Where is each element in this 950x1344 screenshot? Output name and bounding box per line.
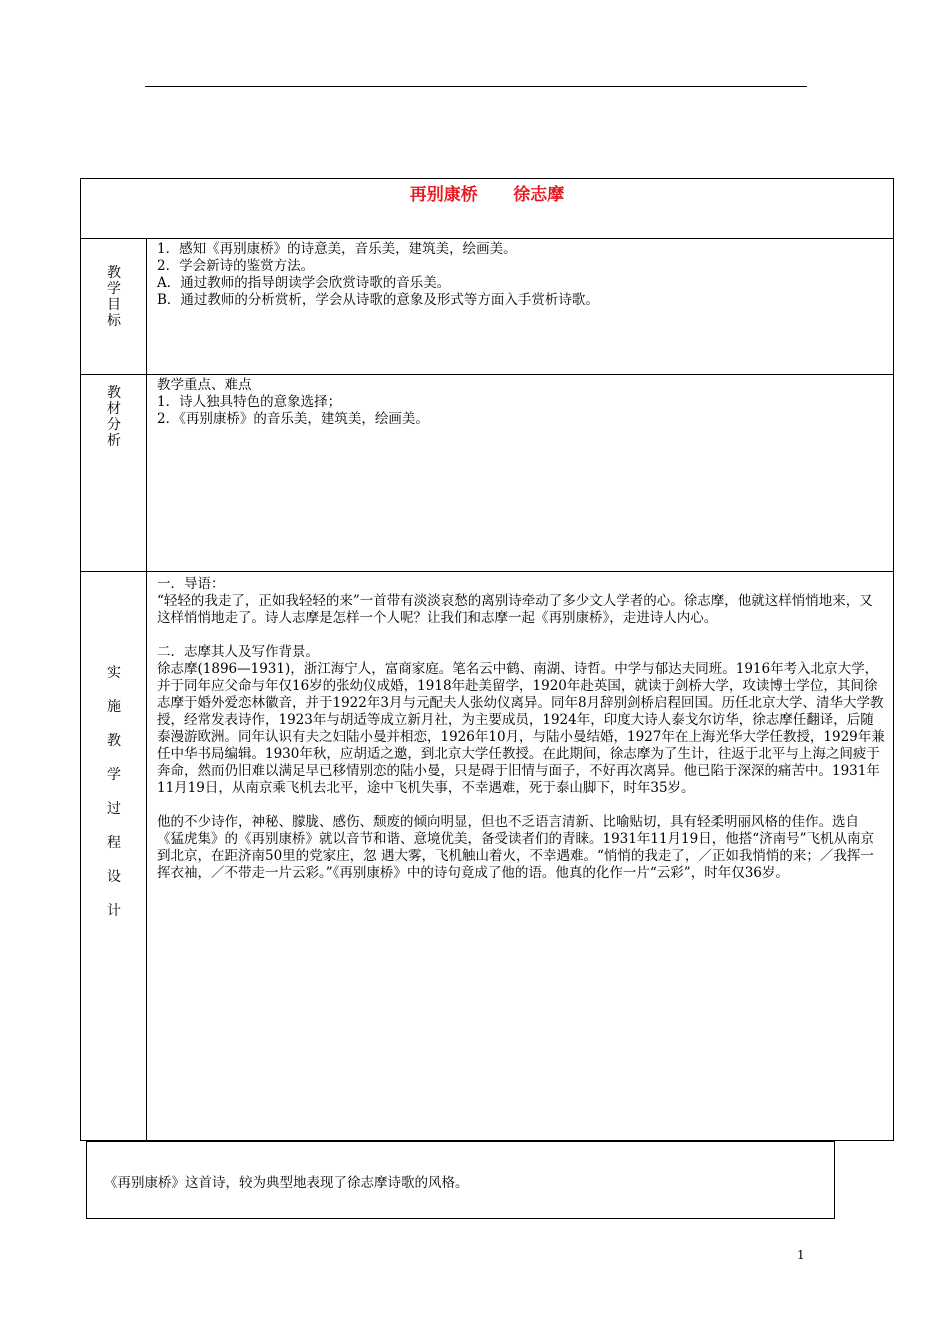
process-content	[157, 576, 885, 882]
intro-heading: 一．导语：	[157, 576, 225, 592]
summary-box	[86, 1141, 835, 1219]
bio-paragraph: 徐志摩(1896—1931)，浙江海宁人，富商家庭。笔名云中鹤、南湖、诗哲。中学与郁达夫同班。1916年考入北京大学，并于同年应父命与年仅16岁的张幼仪成婚，1918年赴美留学，1920年赴英国，就读于剑桥大学，攻读博士学位，其间徐志摩于婚外爱恋林徽音，并于1922年3月与元配夫人张幼仪离异。同年8月辞别剑桥启程回国。历任北京大学、清华大学教授，经常发表诗作，1923年与胡适等成立新月社，为主要成员，1924年，印度大诗人泰戈尔访华，徐志摩任翻译，后随泰漫游欧洲。同年认识有夫之妇陆小曼并相恋，1926年10月，与陆小曼结婚，1927年在上海光华大学任教授，1929年兼任中华书局编辑。1930年秋，应胡适之邀，到北京大学任教授。在此期间，徐志摩为了生计，往返于北平与上海之间疲于奔命，然而仍旧难以满足早已移情别恋的陆小曼，只是碍于旧情与面子，不好再次离异。他已陷于深深的痛苦中。1931年11月19日，从南京乘飞机去北平，途中飞机失事，不幸遇难，死于泰山脚下，时年35岁。	[157, 661, 885, 796]
goals-content	[157, 241, 885, 309]
section-label-goals: 教 学 目 标	[107, 265, 121, 329]
analysis-line: 1．诗人独具特色的意象选择；	[157, 394, 342, 410]
goal-line: B．通过教师的分析赏析，学会从诗歌的意象及形式等方面入手赏析诗歌。	[157, 292, 599, 308]
bio-heading: 二．志摩其人及写作背景。	[157, 644, 319, 660]
section-label-cell	[81, 572, 147, 1140]
works-paragraph: 他的不少诗作，神秘、朦胧、感伤、颓废的倾向明显，但也不乏语言清新、比喻贴切，具有轻柔明丽风格的佳作。选自《猛虎集》的《再别康桥》就以音节和谐、意境优美，备受读者们的青睐。1931年11月19日，他搭“济南号”飞机从南京到北京，在距济南50里的党家庄，忽 遇大雾，飞机触山着火，不幸遇难。“悄悄的我走了，／正如我悄悄的来；／我挥一挥衣袖，／不带走一片云彩。”《再别康桥》中的诗句竟成了他的语。他真的化作一片“云彩”，时年仅36岁。	[157, 814, 875, 881]
section-material-analysis	[81, 375, 893, 572]
lesson-plan-table	[80, 178, 894, 1141]
analysis-line: 教学重点、难点	[157, 377, 252, 393]
header-rule	[145, 86, 807, 87]
summary-text: 《再别康桥》这首诗，较为典型地表现了徐志摩诗歌的风格。	[104, 1175, 469, 1191]
goal-line: 1．感知《再别康桥》的诗意美，音乐美，建筑美，绘画美。	[157, 241, 517, 257]
section-label-cell	[81, 375, 147, 571]
goal-line: 2．学会新诗的鉴赏方法。	[157, 258, 315, 274]
section-label-analysis: 教 材 分 析	[107, 385, 121, 449]
analysis-content	[157, 377, 885, 428]
goal-line: A．通过教师的指导朗读学会欣赏诗歌的音乐美。	[157, 275, 451, 291]
section-teaching-goals	[81, 239, 893, 375]
analysis-line: 2．《再别康桥》的音乐美，建筑美，绘画美。	[157, 411, 429, 427]
section-label-process: 实 施 教 学 过 程 设 计	[107, 665, 121, 919]
lesson-title: 再别康桥 徐志摩	[409, 185, 565, 205]
title-row	[81, 179, 893, 239]
section-teaching-process	[81, 572, 893, 1140]
page-number: 1	[797, 1248, 805, 1262]
section-label-cell	[81, 239, 147, 374]
intro-paragraph: “轻轻的我走了，正如我轻轻的来”一首带有淡淡哀愁的离别诗牵动了多少文人学者的心。徐志摩，他就这样悄悄地来，又这样悄悄地走了。诗人志摩是怎样一个人呢？让我们和志摩一起《再别康桥》，走进诗人内心。	[157, 593, 873, 626]
